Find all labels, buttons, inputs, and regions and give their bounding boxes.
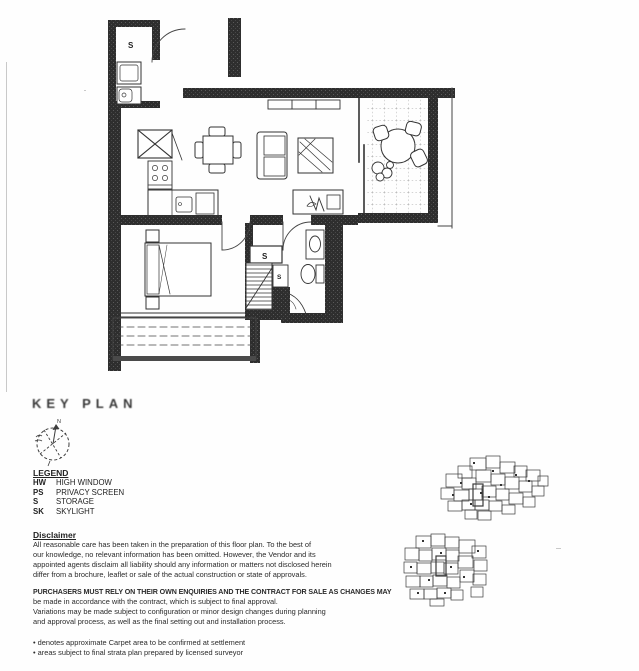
disclaimer-line: Variations may be made subject to configuration or minor design changes during planning bbox=[33, 607, 326, 616]
legend-heading: LEGEND bbox=[33, 468, 69, 478]
sideboard bbox=[268, 100, 340, 109]
dishwasher bbox=[196, 193, 214, 214]
disclaimer-line: our knowledge, no relevant information has been omitted. However, the Vendor and its bbox=[33, 550, 316, 559]
legend-abbr: PS bbox=[33, 487, 44, 497]
disclaimer-line: be made in accordance with the contract, which is subject to final approval. bbox=[33, 597, 278, 606]
laundry-room bbox=[117, 62, 141, 104]
legend-item bbox=[33, 488, 124, 498]
tv-unit bbox=[293, 190, 343, 214]
storage-label-laundry: S bbox=[128, 41, 134, 50]
toilet bbox=[301, 265, 324, 284]
paragraph-gap bbox=[33, 580, 363, 587]
legend-label: SKYLIGHT bbox=[56, 506, 95, 516]
legend-abbr: SK bbox=[33, 506, 44, 516]
disclaimer-line: PURCHASERS MUST RELY ON THEIR OWN ENQUIRIES AND THE CONTRACT FOR SALE AS CHANGES MAY bbox=[33, 588, 392, 596]
dining-set bbox=[195, 127, 241, 173]
balcony bbox=[359, 98, 429, 213]
disclaimer-line: All reasonable care has been taken in the preparation of this floor plan. To the best of bbox=[33, 540, 312, 549]
balcony-sliding-door bbox=[359, 98, 364, 213]
legend-label: PRIVACY SCREEN bbox=[56, 487, 125, 497]
floor-plan bbox=[108, 18, 455, 371]
bedside-table bbox=[146, 297, 159, 309]
balcony-outer-lines bbox=[438, 88, 452, 228]
compass-north-label: N bbox=[57, 419, 61, 425]
legend-abbr: HW bbox=[33, 478, 46, 487]
disclaimer-line: appointed agents disclaim all liability should any information or matters not disclosed herein bbox=[33, 560, 332, 569]
legend-label: STORAGE bbox=[56, 497, 94, 507]
disclaimer-heading: Disclaimer bbox=[33, 530, 76, 540]
planter-strip bbox=[113, 318, 256, 361]
bedside-table bbox=[146, 230, 159, 242]
storage-label-hall: S bbox=[262, 252, 268, 261]
mini-keyplan-upper bbox=[441, 456, 548, 520]
disclaimer-line: differ from a brochure, leaflet or sale of the actual construction or state of approvals. bbox=[33, 570, 307, 579]
disclaimer-line: and approval process, as well as the final setting out and installation process. bbox=[33, 617, 286, 626]
legend-item bbox=[33, 507, 124, 517]
rug bbox=[298, 138, 333, 173]
dining-table bbox=[203, 136, 233, 164]
storage-label-hall2: S bbox=[277, 274, 282, 281]
key-plan-title: KEY PLAN bbox=[32, 396, 138, 411]
bedroom-window bbox=[113, 313, 253, 317]
legend-abbr: S bbox=[33, 497, 39, 507]
sofa bbox=[257, 132, 287, 179]
disclaimer-bullet: • areas subject to final strata plan prepared by licensed surveyor bbox=[33, 648, 244, 657]
compass-icon bbox=[35, 419, 69, 466]
legend-item bbox=[33, 497, 124, 507]
linen-shelves bbox=[246, 263, 272, 310]
legend bbox=[33, 468, 124, 516]
disclaimer-bullet: • denotes approximate Carpet area to be confirmed at settlement bbox=[33, 638, 246, 647]
mini-keyplan-lower bbox=[404, 534, 487, 606]
legend-item bbox=[33, 478, 124, 488]
disclaimer bbox=[33, 530, 392, 658]
paragraph-gap bbox=[33, 627, 363, 638]
legend-label: HIGH WINDOW bbox=[56, 478, 112, 487]
bedroom bbox=[145, 230, 211, 309]
